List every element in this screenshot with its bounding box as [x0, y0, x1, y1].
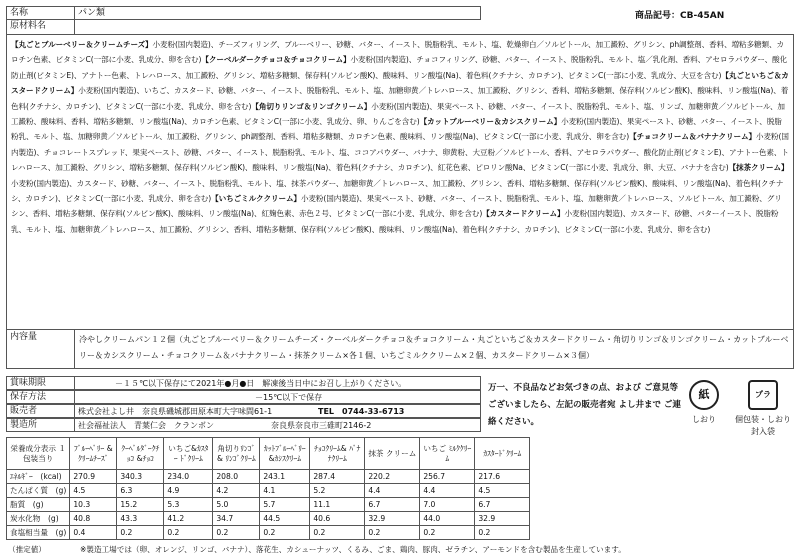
- nutrition-value: 4.4: [365, 484, 420, 498]
- maker-name: 社会福祉法人 青葉仁会 クランボン: [78, 421, 214, 430]
- ingredient-heading: 【抹茶クリーム】: [728, 163, 789, 173]
- nutrition-value: 234.0: [164, 470, 213, 484]
- nutrition-value: 43.3: [117, 512, 164, 526]
- ingredient-text: 小麦粉(国内製造)、カスタード、砂糖、バター、イースト、脱脂粉乳、モルト、塩、抹茶パウダー、加糖卵黄／トレハロース、加工澱粉、グリシン、香料、増粘多糖類、保存料(ソルビン酸K)、酸味料、リン酸塩(Na)、着色料(クチナシ、カロチン)、ビタミンC(一部に小麦、乳成分、卵を含む): [11, 178, 784, 204]
- ingredient-heading: 【丸ごといちご＆カスタードクリーム】: [11, 70, 789, 96]
- ingredient-heading: 【カスタードクリーム】: [482, 209, 565, 219]
- maker-value: [74, 418, 481, 432]
- nutrition-value: 0.2: [260, 526, 310, 540]
- content-text: 冷やしクリームパン１２個（丸ごとブルーベリー＆クリームチーズ・クーベルダークチョコ＆チョコクリーム・丸ごといちご＆カスタードクリーム・角切りリンゴ＆リンゴクリーム・カットブルーベリー＆カシスクリーム・チョコクリーム＆バナナクリーム・抹茶クリーム×各１個、いちごミルククリーム×２個、カスタードクリーム×３個）: [74, 329, 794, 369]
- nutrition-row-label: ｴﾈﾙｷﾞｰ (kcal): [7, 470, 70, 484]
- nutrition-value: 0.2: [164, 526, 213, 540]
- nutrition-value: 0.4: [70, 526, 117, 540]
- nutrition-value: 0.2: [213, 526, 260, 540]
- nutrition-value: 4.2: [213, 484, 260, 498]
- storage-value: －15℃以下で保存: [74, 390, 481, 404]
- seller-tel: TEL 0744-33-6713: [318, 407, 405, 416]
- nutrition-column-header: 抹茶 クリーム: [365, 438, 420, 470]
- ingredient-text: 小麦粉(国内製造)、果実ペースト、砂糖、バター、イースト、脱脂粉乳、モルト、塩、リンゴ、加糖卵黄／ソルビトール、加工澱粉、酸味料、香料、増粘多糖類、リン酸塩(Na)、カロチン色素、ビタミンC(一部に小麦、乳成分、卵、りんごを含む): [11, 101, 785, 127]
- nutrition-value: 4.5: [70, 484, 117, 498]
- nutrition-value: 4.5: [475, 484, 530, 498]
- expiry-value: －１５℃以下保存にて2021年●月●日 解凍後当日中にお召し上がりください。: [74, 376, 481, 390]
- nutrition-value: 41.2: [164, 512, 213, 526]
- nutrition-value: 10.3: [70, 498, 117, 512]
- ingredient-text: 小麦粉(国内製造)、チョコレートスプレッド、果実ペースト、砂糖、バター、イースト、脱脂粉乳、モルト、塩、ココアパウダー、バナナ、卵黄粉、大豆粉／ソルビトール、香料、アセロラパウダー、酸化防止剤(ビタミンE)、アナトー色素、トレハロース、加工澱粉、グリシン、増粘多糖類、保存料(ソルビン酸K)、酸味料、リン酸塩(Na)、着色料(クチナシ、カロチン)、紅花色素、ピロリン酸Na、ビタミンC(一部に小麦、乳成分、卵、大豆、バナナを含む): [11, 132, 789, 173]
- table-row: [7, 512, 530, 526]
- nutrition-value: 32.9: [475, 512, 530, 526]
- nutrition-value: 287.4: [310, 470, 365, 484]
- nutrition-value: 5.2: [310, 484, 365, 498]
- nutrition-row-label: 食塩相当量 (g): [7, 526, 70, 540]
- ingredient-heading: 【カットブルーベリー＆カシスクリーム】: [419, 117, 562, 127]
- plastic-recycle-group: [734, 380, 792, 438]
- nutrition-value: 243.1: [260, 470, 310, 484]
- nutrition-value: 6.7: [475, 498, 530, 512]
- nutrition-value: 32.9: [365, 512, 420, 526]
- nutrition-value: 0.2: [365, 526, 420, 540]
- seller-name: 株式会社よし井 奈良県磯城郡田原本町大字味間61-1: [78, 407, 273, 416]
- nutrition-value: 40.6: [310, 512, 365, 526]
- nutrition-value: 4.4: [420, 484, 475, 498]
- nutrition-value: 6.7: [365, 498, 420, 512]
- table-row: [7, 470, 530, 484]
- ingredient-text: 小麦粉(国内製造)、チーズフィリング、ブルーベリー、砂糖、バター、イースト、脱脂粉乳、モルト、塩、乾燥卵白／ソルビトール、加工澱粉、グリシン、ph調整剤、香料、増粘多糖類、カロチン色素、ビタミンC(一部に小麦、乳成分、卵を含む): [11, 40, 785, 65]
- nutrition-table: [6, 437, 530, 540]
- nutrition-value: 44.5: [260, 512, 310, 526]
- table-row: [7, 498, 530, 512]
- nutrition-column-header: いちご&ｶｽﾀｰ ﾄﾞｸﾘｰﾑ: [164, 438, 213, 470]
- nutrition-column-header: ｶｯﾄﾌﾞﾙｰﾍﾞﾘｰ &ｶｼｽｸﾘｰﾑ: [260, 438, 310, 470]
- name-value: パン類: [74, 6, 481, 20]
- nutrition-value: 34.7: [213, 512, 260, 526]
- nutrition-value: 256.7: [420, 470, 475, 484]
- nutrition-value: 5.7: [260, 498, 310, 512]
- customer-notice: 万一、不良品などお気づきの点、および ご意見等ございましたら、左記の販売者宛 よし井まで ご連絡ください。: [488, 383, 681, 427]
- nutrition-value: 0.2: [117, 526, 164, 540]
- storage-label: 保存方法: [6, 390, 75, 404]
- maker-label: 製造所: [6, 418, 75, 432]
- nutrition-value: 6.3: [117, 484, 164, 498]
- nutrition-value: 208.0: [213, 470, 260, 484]
- expiry-label: 賞味期限: [6, 376, 75, 390]
- ingredient-text: 小麦粉(国内製造)、チョコフィリング、砂糖、バター、イースト、脱脂粉乳、モルト、塩／乳化剤、香料、アセロラパウダー、酸化防止剤(ビタミンE)、アナトー色素、トレハロース、加工澱粉、グリシン、増粘多糖類、保存料(ソルビン酸K)、酸味料、リン酸塩(Na)、着色料(クチナシ、カロチン)、ビタミンC(一部に小麦、乳成分、大豆を含む): [11, 55, 788, 80]
- ingredient-heading: 【丸ごとブルーベリー＆クリームチーズ】: [11, 40, 153, 49]
- nutrition-column-header: 角切りﾘﾝｺﾞ& ﾘﾝｺﾞｸﾘｰﾑ: [213, 438, 260, 470]
- nutrition-column-header: ｸｰﾍﾞﾙﾀﾞｰｸﾁｮｺ &ﾁｮｺ: [117, 438, 164, 470]
- table-row: [7, 526, 530, 540]
- nutrition-row-label: 炭水化物 (g): [7, 512, 70, 526]
- ingredient-text: 小麦粉(国内製造)、いちご、カスタード、砂糖、バター、イースト、脱脂粉乳、モルト、塩、加糖卵黄／トレハロース、加工澱粉、グリシン、香料、増粘多糖類、保存料(ソルビン酸K)、酸味料、リン酸塩(Na)、着色料(クチナシ、カロチン)、ビタミンC(一部に小麦、乳成分、卵を含む): [11, 86, 789, 111]
- ingredient-heading: 【角切りリンゴ＆リンゴクリーム】: [251, 101, 372, 111]
- nutrition-column-header: ﾌﾞﾙｰﾍﾞﾘｰ &ｸﾘｰﾑﾁｰｽﾞ: [70, 438, 117, 470]
- ingredients-label: 原材料名: [6, 19, 75, 35]
- content-label: 内容量: [6, 329, 75, 369]
- table-row: [7, 484, 530, 498]
- nutrition-value: 270.9: [70, 470, 117, 484]
- paper-recycle-group: [684, 380, 724, 425]
- paper-recycle-icon: 紙: [689, 380, 719, 410]
- ingredient-text: 小麦粉(国内製造)、果実ペースト、砂糖、バター、イースト、脱脂粉乳、モルト、塩、加糖卵黄／トレハロース、ソルビトール、加工澱粉、グリシン、香料、増粘多糖類、保存料(ソルビン酸K)、酸味料、リン酸塩(Na)、紅麹色素、赤色２号、ビタミンC(一部に小麦、乳成分、卵を含む): [11, 194, 782, 219]
- nutrition-value: 0.2: [420, 526, 475, 540]
- ingredient-text: 小麦粉(国内製造)、果実ペースト、砂糖、バター、イースト、脱脂粉乳、モルト、塩、加糖卵黄／ソルビトール、加工澱粉、グリシン、ph調整剤、香料、増粘多糖類、カロチン色素、酸味料、リン酸塩(Na)、ビタミンC(一部に小麦、乳成分、卵を含む): [11, 117, 782, 142]
- nutrition-value: 0.2: [310, 526, 365, 540]
- nutrition-title: 栄養成分表示 １包装当り: [7, 438, 70, 470]
- product-code: 商品記号：CB-45AN: [635, 11, 725, 21]
- nutrition-value: 5.3: [164, 498, 213, 512]
- plastic-recycle-icon: プラ: [748, 380, 778, 410]
- name-label: 名称: [6, 6, 75, 20]
- ingredients-text: [6, 34, 794, 330]
- nutrition-value: 44.0: [420, 512, 475, 526]
- seller-value: [74, 404, 481, 418]
- paper-recycle-caption: しおり: [692, 415, 716, 424]
- nutrition-value: 340.3: [117, 470, 164, 484]
- nutrition-value: 0.2: [475, 526, 530, 540]
- nutrition-value: 5.0: [213, 498, 260, 512]
- nutrition-value: 15.2: [117, 498, 164, 512]
- nutrition-row-label: 脂質 (g): [7, 498, 70, 512]
- nutrition-value: 11.1: [310, 498, 365, 512]
- nutrition-column-header: ﾁｮｺｸﾘｰﾑ& ﾊﾞﾅﾅｸﾘｰﾑ: [310, 438, 365, 470]
- nutrition-footnote-label: （推定値）: [8, 545, 46, 554]
- nutrition-row-label: たんぱく質 (g): [7, 484, 70, 498]
- ingredient-heading: 【いちごミルククリーム】: [211, 194, 301, 204]
- nutrition-value: 40.8: [70, 512, 117, 526]
- nutrition-value: 217.6: [475, 470, 530, 484]
- ingredient-heading: 【チョコクリーム＆バナナクリーム】: [629, 132, 756, 142]
- nutrition-column-header: ｶｽﾀｰﾄﾞｸﾘｰﾑ: [475, 438, 530, 470]
- plastic-recycle-caption: 個包装・しおり封入袋: [735, 415, 791, 436]
- nutrition-value: 7.0: [420, 498, 475, 512]
- nutrition-value: 4.9: [164, 484, 213, 498]
- nutrition-footnote: ※製造工場では（卵、オレンジ、リンゴ、バナナ）、落花生、カシューナッツ、くるみ、ごま、鶏肉、豚肉、ゼラチン、アーモンドを含む製品を生産しています。: [80, 545, 626, 554]
- nutrition-value: 220.2: [365, 470, 420, 484]
- maker-address: 奈良県奈良市三碓町2146-2: [271, 421, 372, 430]
- ingredient-text: 小麦粉(国内製造)、カスタード、砂糖、バターイースト、脱脂粉乳、モルト、塩、加糖卵黄／トレハロース、加工澱粉、グリシン、香料、増粘多糖類、保存料(ソルビン酸K)、酸味料、リン酸塩(Na)、着色料(クチナシ、カロチン)、ビタミンC(一部に小麦、乳成分、卵を含む): [11, 209, 779, 234]
- seller-label: 販売者: [6, 404, 75, 418]
- ingredient-heading: 【クーベルダークチョコ＆チョコクリーム】: [201, 55, 351, 65]
- nutrition-value: 4.1: [260, 484, 310, 498]
- nutrition-column-header: いちご ﾐﾙｸｸﾘｰﾑ: [420, 438, 475, 470]
